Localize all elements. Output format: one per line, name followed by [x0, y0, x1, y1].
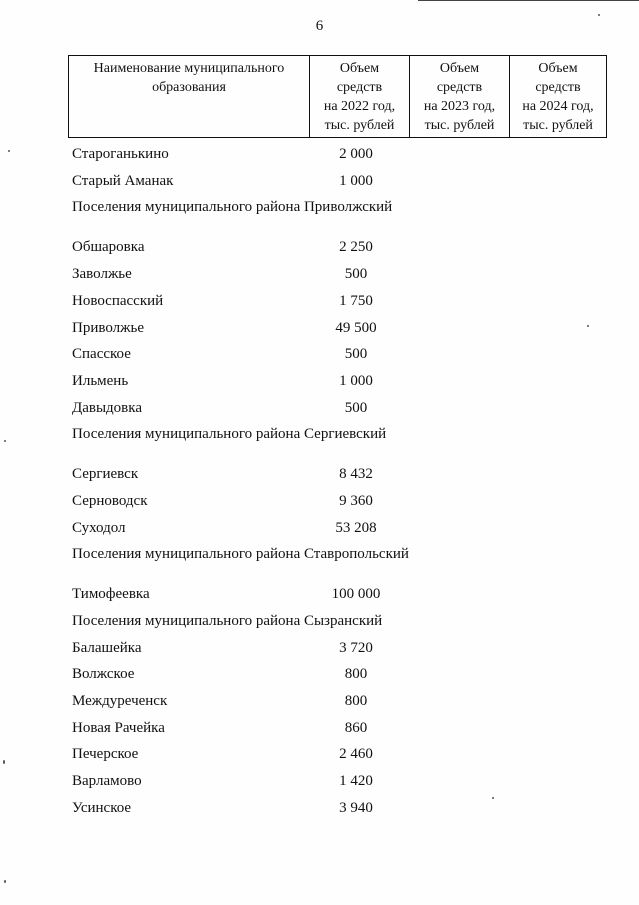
settlement-amount-2022: 800: [344, 666, 368, 683]
header-2022-line: тыс. рублей: [324, 118, 395, 133]
settlement-name: Сергиевск: [72, 466, 139, 483]
header-2024-line: на 2024 год,: [522, 99, 594, 114]
scan-speck: [598, 14, 600, 16]
settlement-amount-2022: 3 720: [339, 639, 373, 656]
settlement-name: Междуреченск: [72, 693, 168, 709]
district-group-heading: Поселения муниципального района Сызранский: [72, 613, 383, 630]
header-2023-line: тыс. рублей: [424, 118, 495, 133]
settlement-name: Серноводск: [72, 493, 148, 509]
header-2022-line: на 2022 год,: [323, 99, 396, 114]
settlement-name: Суходол: [72, 519, 126, 536]
settlement-amount-2022: 49 500: [335, 319, 377, 336]
settlement-amount-2022: 500: [344, 266, 368, 283]
scan-speck: [8, 150, 10, 152]
header-2022-line: Объем: [339, 61, 380, 76]
page-number: 6: [315, 18, 324, 34]
settlement-amount-2022: 2 000: [339, 146, 373, 162]
header-2023-line: средств: [436, 80, 483, 95]
settlement-amount-2022: 100 000: [331, 586, 381, 603]
settlement-amount-2022: 1 000: [339, 172, 373, 189]
header-2023-line: Объем: [439, 61, 480, 76]
settlement-name: Волжское: [72, 666, 135, 683]
settlement-name: Тимофеевка: [72, 586, 150, 603]
district-group-heading: Поселения муниципального района Сергиевский: [72, 426, 387, 443]
settlement-amount-2022: 500: [344, 399, 368, 416]
settlement-amount-2022: 500: [344, 346, 368, 363]
settlement-name: Давыдовка: [72, 399, 142, 416]
settlement-amount-2022: 8 432: [339, 466, 373, 483]
settlement-amount-2022: 53 208: [335, 519, 377, 536]
settlement-name: Заволжье: [72, 266, 132, 283]
district-group-heading: Поселения муниципального района Приволжский: [72, 199, 393, 216]
settlement-amount-2022: 9 360: [339, 493, 373, 509]
settlement-amount-2022: 1 750: [339, 292, 373, 309]
settlement-name: Печерское: [72, 746, 139, 763]
scan-speck: [3, 760, 5, 764]
header-2024-line: Объем: [538, 61, 578, 76]
settlement-amount-2022: 860: [344, 719, 368, 736]
settlement-name: Усинское: [72, 799, 132, 816]
settlement-name: Ильмень: [72, 372, 129, 389]
settlement-amount-2022: 2 250: [339, 239, 373, 256]
scan-speck: [4, 880, 6, 883]
settlement-amount-2022: 1 000: [339, 372, 373, 389]
settlement-amount-2022: 1 420: [339, 773, 373, 790]
header-2024-line: тыс. рублей: [523, 118, 593, 133]
settlement-name: Приволжье: [72, 319, 144, 336]
scan-speck: [4, 440, 6, 442]
settlement-amount-2022: 3 940: [339, 799, 373, 816]
settlement-amount-2022: 800: [344, 693, 368, 709]
settlement-name: Варламово: [72, 773, 142, 790]
settlement-name: Новая Рачейка: [72, 719, 165, 736]
settlement-name: Старый Аманак: [72, 172, 174, 189]
header-2024-line: средств: [535, 80, 581, 95]
header-name-column: Наименование муниципального образования: [69, 56, 310, 138]
scan-speck: [492, 797, 494, 799]
settlement-name: Спасское: [72, 346, 131, 363]
settlement-name: Староганькино: [72, 146, 169, 162]
settlement-amount-2022: 2 460: [339, 746, 373, 763]
settlement-name: Балашейка: [72, 639, 142, 656]
settlement-name: Новоспасский: [72, 292, 164, 309]
scan-speck: [587, 325, 589, 327]
settlement-name: Обшаровка: [72, 239, 145, 256]
header-2022-line: средств: [336, 80, 383, 95]
header-2023-line: на 2023 год,: [423, 99, 496, 114]
district-group-heading: Поселения муниципального района Ставропольский: [72, 546, 409, 563]
